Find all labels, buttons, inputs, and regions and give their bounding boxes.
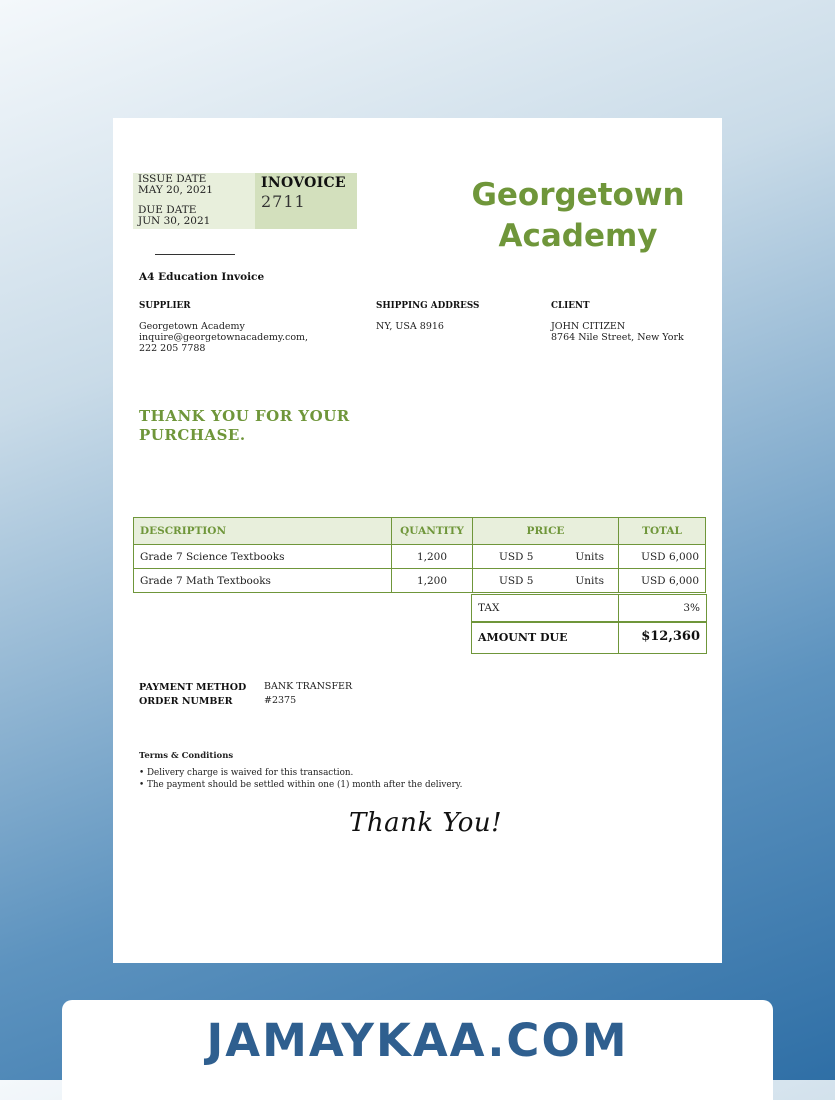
row-unit: Units [575,574,604,587]
signature-thank-you: Thank You! [349,808,503,838]
amount-due-value: $12,360 [641,629,700,644]
row-description: Grade 7 Science Textbooks [134,545,392,569]
thank-you-message [139,407,379,445]
client-block [551,301,684,343]
date-box [133,173,255,229]
header-description: DESCRIPTION [134,518,392,545]
invoice-number: 2711 [261,192,306,211]
invoice-label: INOVOICE [261,175,346,191]
row-price-cell [473,545,619,569]
table-header-row [134,518,706,545]
shipping-address: NY, USA 8916 [376,321,444,332]
supplier-label: SUPPLIER [139,301,191,311]
payment-method-value: BANK TRANSFER [264,681,353,692]
amount-due-label: AMOUNT DUE [478,631,568,644]
client-name: JOHN CITIZEN [551,321,626,332]
issue-date-label: ISSUE DATE [138,173,207,185]
table-row [134,569,706,593]
watermark-banner [62,1000,773,1100]
row-total: USD 6,000 [619,545,706,569]
header-quantity: QUANTITY [392,518,473,545]
shipping-label: SHIPPING ADDRESS [376,301,480,311]
header-price: PRICE [473,518,619,545]
amount-due-row [471,621,707,654]
row-quantity: 1,200 [392,569,473,593]
brand-line-1: Georgetown [471,177,685,213]
list-item: • The payment should be settled within one (1) month after the delivery. [139,779,462,791]
document-title: A4 Education Invoice [139,271,265,283]
row-price: USD 5 [499,574,534,587]
client-address: 8764 Nile Street, New York [551,332,684,343]
row-description: Grade 7 Math Textbooks [134,569,392,593]
invoice-number-box [255,173,357,229]
table-row [134,545,706,569]
supplier-email: inquire@georgetownacademy.com, [139,332,309,343]
supplier-phone: 222 205 7788 [139,343,206,354]
tax-row [471,594,707,623]
row-quantity: 1,200 [392,545,473,569]
order-number-label: ORDER NUMBER [139,696,233,707]
row-total: USD 6,000 [619,569,706,593]
supplier-name: Georgetown Academy [139,321,245,332]
thank-you-line-2: PURCHASE. [139,426,246,444]
watermark-text: JAMAYKAA.COM [206,1014,629,1067]
shipping-block [376,301,479,332]
date-divider [155,254,235,255]
tax-label: TAX [478,602,500,614]
order-number-value: #2375 [264,695,297,706]
issue-date: MAY 20, 2021 [138,184,213,196]
invoice-page [113,118,722,963]
brand-logo [458,175,698,257]
payment-values [264,680,352,708]
supplier-block [139,301,308,354]
row-price-cell [473,569,619,593]
payment-labels [139,681,246,709]
due-date: JUN 30, 2021 [138,215,211,227]
payment-method-label: PAYMENT METHOD [139,682,247,693]
list-item: • Delivery charge is waived for this transaction. [139,767,462,779]
terms-heading: Terms & Conditions [139,751,234,761]
client-label: CLIENT [551,301,590,311]
terms-list [139,767,462,791]
items-table [133,517,706,593]
tax-value: 3% [683,602,700,614]
due-date-label: DUE DATE [138,204,197,216]
thank-you-line-1: THANK YOU FOR YOUR [139,407,350,425]
header-total: TOTAL [619,518,706,545]
row-unit: Units [575,550,604,563]
row-price: USD 5 [499,550,534,563]
brand-line-2: Academy [498,218,658,254]
